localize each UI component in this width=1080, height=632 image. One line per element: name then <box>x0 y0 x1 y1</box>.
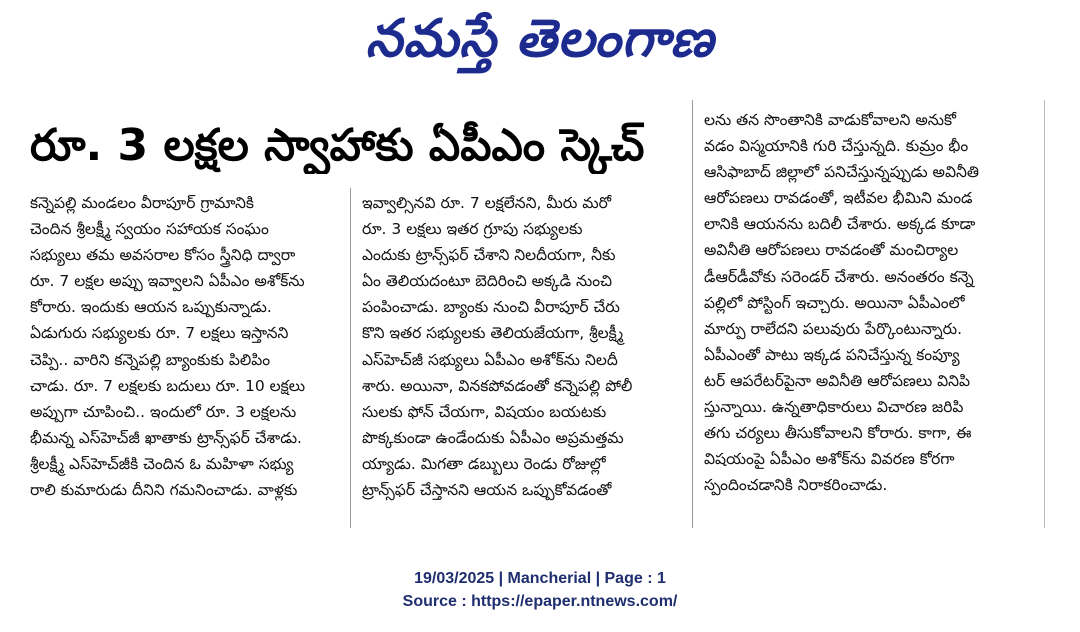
article-line: ఆసిఫాబాద్ జిల్లాలో పనిచేస్తున్నప్పుడు అవినీతి <box>704 163 979 182</box>
article-line: శ్రీలక్ష్మీ ఎస్‌హెచ్‌జీకి చెందిన ఓ మహిళా సభ్యు <box>30 454 294 473</box>
article-line: శారు. అయినా, వినకపోవడంతో కన్నెపల్లి పోలీ <box>362 376 633 395</box>
article-line: చెందిన శ్రీలక్ష్మీ స్వయం సహాయక సంఘం <box>30 220 269 239</box>
article-line: చెప్పి.. వారిని కన్నెపల్లి బ్యాంకుకు పిలిపిం <box>30 350 271 369</box>
article-line: విషయంపై ఏపీఎం అశోక్‌ను వివరణ కోరగా <box>704 450 955 469</box>
article-line: ఆరోపణలు రావడంతో, ఇటీవల భీమిని మండ <box>704 189 973 208</box>
article-line: ఎస్‌హెచ్‌జీ సభ్యులు ఏపీఎం అశోక్‌ను నిలదీ <box>362 350 618 369</box>
article-column-2 <box>362 190 682 503</box>
article-line: కోరారు. ఇందుకు ఆయన ఒప్పుకున్నాడు. <box>30 298 272 317</box>
article-line: రూ. 7 లక్షల అప్పు ఇవ్వాలని ఏపీఎం అశోక్‌ను <box>30 272 305 291</box>
article-line: కన్నెపల్లి మండలం వీరాపూర్ గ్రామానికి <box>30 194 255 212</box>
article-line: సులకు ఫోన్ చేయగా, విషయం బయటకు <box>362 402 607 421</box>
article-line: ఏపీఎంతో పాటు ఇక్కడ పనిచేస్తున్న కంప్యూ <box>704 345 960 364</box>
column-divider <box>692 100 693 528</box>
article-line: అవినీతి ఆరోపణలు రావడంతో మంచిర్యాల <box>704 241 959 260</box>
article-line: మార్పు రాలేదని పలువురు పేర్కొంటున్నారు. <box>704 319 963 338</box>
article-line: భీమన్న ఎస్‌హెచ్‌జీ ఖాతాకు ట్రాన్స్‌ఫర్ చేశాడు. <box>30 428 302 447</box>
article-line: డీఆర్‌డీవోకు సరెండర్ చేశారు. అనంతరం కన్నె <box>704 267 974 286</box>
article-line: ట్రాన్స్‌ఫర్ చేస్తానని ఆయన ఒప్పుకోవడంతో <box>362 481 612 500</box>
article-line: ఇవ్వాల్సినవి రూ. 7 లక్షలేనని, మీరు మరో <box>362 194 612 212</box>
article-line: కొని ఇతర సభ్యులకు తెలియజేయగా, శ్రీలక్ష్మీ <box>362 324 624 343</box>
article-line: ఏం తెలియదంటూ బెదిరించి అక్కడి నుంచి <box>362 272 612 291</box>
article-line: అప్పుగా చూపించి.. ఇందులో రూ. 3 లక్షలను <box>30 402 297 421</box>
article-line: చాడు. రూ. 7 లక్షలకు బదులు రూ. 10 లక్షలు <box>30 376 306 395</box>
article-line: వడం విస్మయానికి గురి చేస్తున్నది. కుమ్రం భీం <box>704 137 969 156</box>
article-line: స్తున్నాయి. ఉన్నతాధికారులు విచారణ జరిపి <box>704 398 964 417</box>
article-line: స్పందించడానికి నిరాకరించాడు. <box>704 476 888 495</box>
newspaper-masthead: నమస్తే తెలంగాణ <box>365 9 715 69</box>
source-link[interactable]: Source : https://epaper.ntnews.com/ <box>402 593 678 610</box>
article-line: పొక్కకుండా ఉండేందుకు ఏపీఎం అప్రమత్తమ <box>362 428 624 447</box>
article-line: రాలి కుమారుడు దీనిని గమనించాడు. వాళ్లకు <box>30 481 298 500</box>
article-line: రూ. 3 లక్షలు ఇతర గ్రూపు సభ్యులకు <box>362 220 583 239</box>
edition-info: 19/03/2025 | Mancherial | Page : 1 <box>414 570 666 587</box>
article-line: య్యాడు. మిగతా డబ్బులు రెండు రోజుల్లో <box>362 454 606 473</box>
article-line: సభ్యులు తమ అవసరాల కోసం స్త్రీనిధి ద్వారా <box>30 246 296 265</box>
article-line: తగు చర్యలు తీసుకోవాలని కోరారు. కాగా, ఈ <box>704 424 972 443</box>
article-line: టర్ ఆపరేటర్‌పైనా అవినీతి ఆరోపణలు వినిపి <box>704 371 971 390</box>
article-line: లను తన సొంతానికి వాడుకోవాలని అనుకో <box>704 111 956 129</box>
article-column-1 <box>30 190 350 503</box>
article-headline: రూ. 3 లక్షల స్వాహాకు ఏపీఎం స్కెచ్ <box>30 120 645 171</box>
column-divider <box>350 188 351 528</box>
article-line: ఏడుగురు సభ్యులకు రూ. 7 లక్షలు ఇస్తానని <box>30 324 289 343</box>
article-column-3 <box>704 107 1024 498</box>
article-line: పంపించాడు. బ్యాంకు నుంచి వీరాపూర్ చేరు <box>362 298 620 317</box>
article-line: ఎందుకు ట్రాన్స్‌ఫర్ చేశాని నిలదీయగా, నీకు <box>362 246 616 265</box>
article-line: లానికి ఆయనను బదిలీ చేశారు. అక్కడ కూడా <box>704 215 976 234</box>
article-line: పల్లిలో పోస్టింగ్ ఇచ్చారు. అయినా ఏపీఎంలో <box>704 293 965 312</box>
